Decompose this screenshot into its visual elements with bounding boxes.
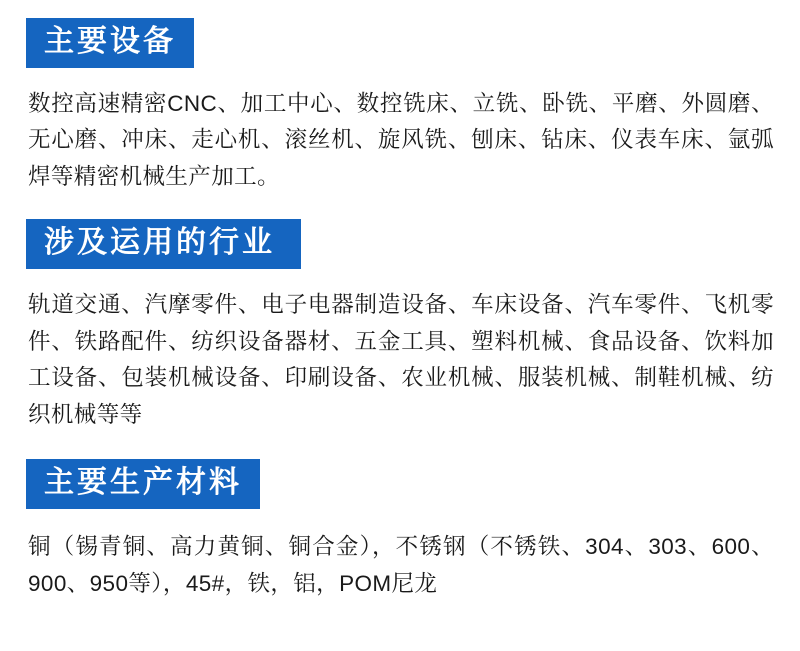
section-body-industries: 轨道交通、汽摩零件、电子电器制造设备、车床设备、汽车零件、飞机零件、铁路配件、纺织设备器材、五金工具、塑料机械、食品设备、饮料加工设备、包装机械设备、印刷设备、农业机械、服装机械、制鞋机械、纺织机械等等 xyxy=(28,292,774,427)
section-body-materials: 铜（锡青铜、高力黄铜、铜合金），不锈钢（不锈铁、304、303、600、900、950等），45#，铁，铝，POM尼龙 xyxy=(28,534,774,596)
section-heading-materials: 主要生产材料 xyxy=(26,459,260,509)
section-heading-industries: 涉及运用的行业 xyxy=(26,219,301,269)
section-heading-main-equipment: 主要设备 xyxy=(26,18,194,68)
section-industries xyxy=(26,219,774,433)
section-body-main-equipment: 数控高速精密CNC、加工中心、数控铣床、立铣、卧铣、平磨、外圆磨、无心磨、冲床、走心机、滚丝机、旋风铣、刨床、钻床、仪表车床、氩弧焊等精密机械生产加工。 xyxy=(28,91,774,189)
section-materials xyxy=(26,459,774,602)
section-main-equipment xyxy=(26,18,774,195)
